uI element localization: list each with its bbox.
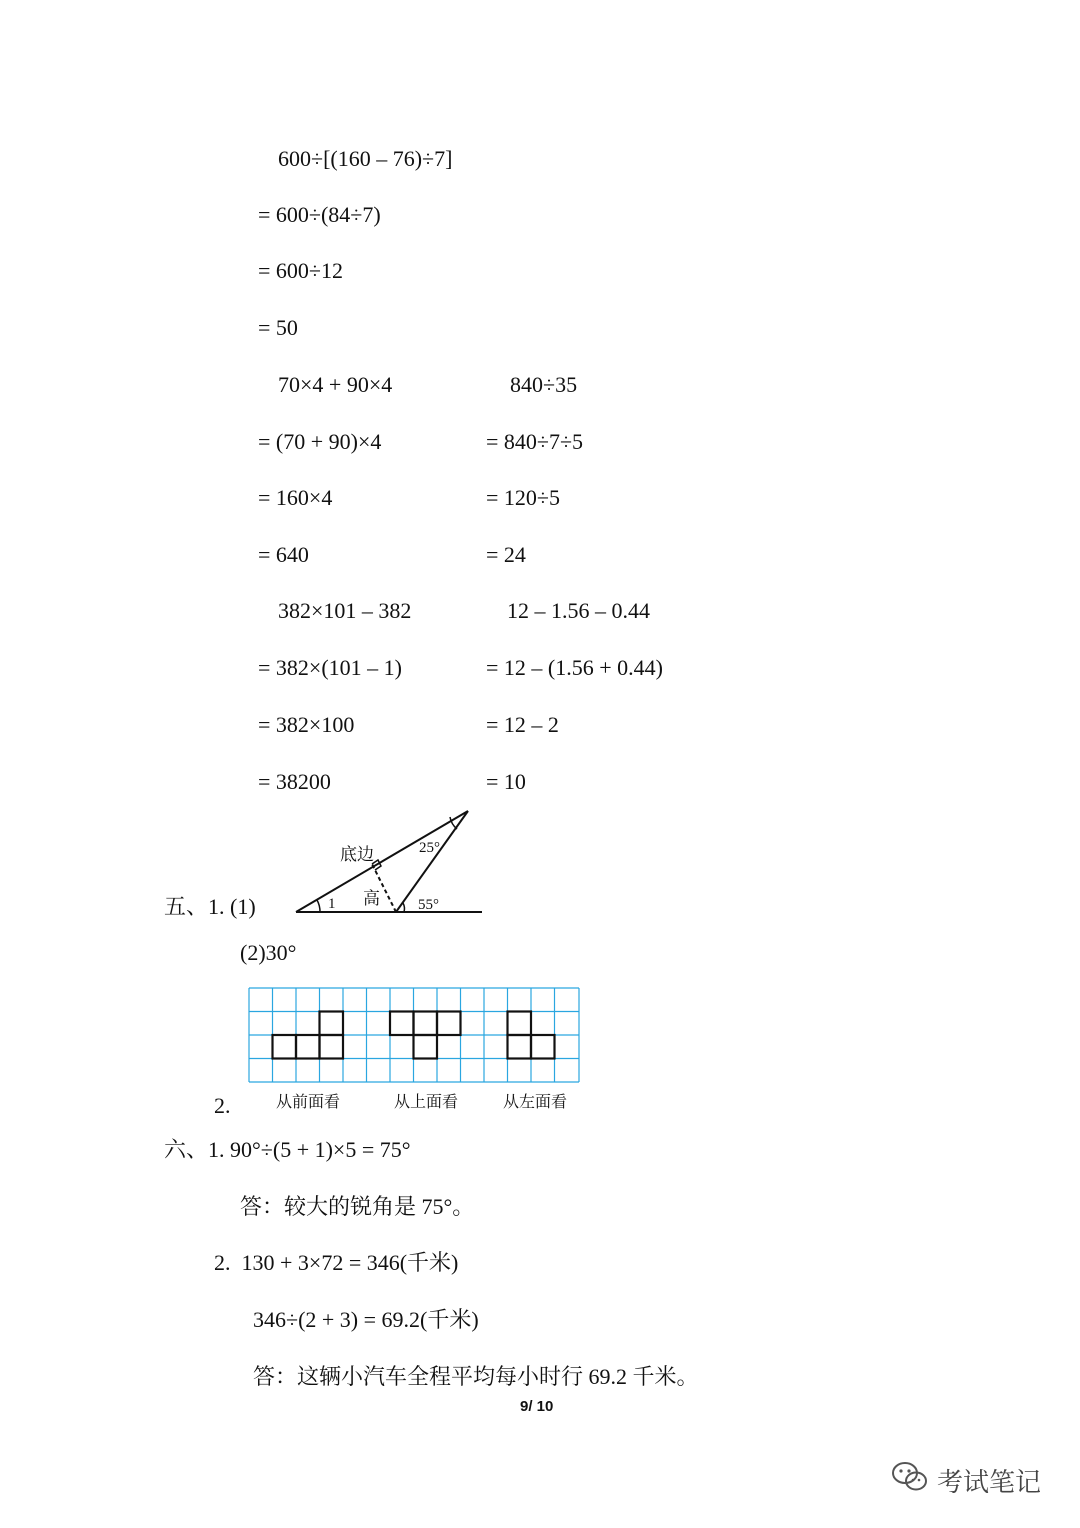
section6-a2: 答：这辆小汽车全程平均每小时行 69.2 千米。 [253,1364,699,1389]
section5-label-1: 五、1. (1) [164,894,256,919]
section6-a1: 答：较大的锐角是 75°。 [240,1194,475,1219]
calc2-right-2: = 120÷5 [486,485,560,510]
calc1-line-2: = 600÷12 [258,258,343,283]
views-grid [248,987,580,1083]
angle-right-label: 55° [418,897,439,913]
calc1-line-3: = 50 [258,315,298,340]
watermark-text: 考试笔记 [937,1468,1042,1498]
page-number: 9/ 10 [520,1398,554,1415]
calc3-right-1: = 12 – (1.56 + 0.44) [486,655,663,680]
calc3-right-0: 12 – 1.56 – 0.44 [507,598,650,623]
calc3-left-3: = 38200 [258,769,331,794]
calc2-left-3: = 640 [258,542,309,567]
view-top-label: 从上面看 [394,1092,459,1111]
calc3-left-2: = 382×100 [258,712,355,737]
calc2-right-3: = 24 [486,542,526,567]
triangle-diagram [290,808,490,918]
calc2-left-0: 70×4 + 90×4 [278,372,393,397]
calc2-right-0: 840÷35 [510,372,578,397]
calc3-left-0: 382×101 – 382 [278,598,412,623]
calc1-line-0: 600÷[(160 – 76)÷7] [278,146,453,171]
section5-part2: (2)30° [240,940,297,965]
section6-q2-line1: 2. 130 + 3×72 = 346(千米) [214,1250,459,1275]
section6-q1: 六、1. 90°÷(5 + 1)×5 = 75° [164,1137,411,1162]
calc3-right-3: = 10 [486,769,526,794]
calc2-right-1: = 840÷7÷5 [486,429,584,454]
section5-label-2: 2. [214,1093,231,1118]
calc1-line-1: = 600÷(84÷7) [258,202,381,227]
angle-top-label: 25° [419,840,440,856]
section6-q2-line2: 346÷(2 + 3) = 69.2(千米) [253,1307,479,1332]
view-left-label: 从左面看 [503,1092,568,1111]
calc3-right-2: = 12 – 2 [486,712,559,737]
height-label: 高 [363,889,380,909]
calc2-left-2: = 160×4 [258,485,333,510]
calc2-left-1: = (70 + 90)×4 [258,429,382,454]
angle-left-label: 1 [328,896,336,912]
wechat-icon [890,1460,930,1494]
base-label: 底边 [340,845,374,865]
view-front-label: 从前面看 [276,1092,341,1111]
calc3-left-1: = 382×(101 – 1) [258,655,402,680]
